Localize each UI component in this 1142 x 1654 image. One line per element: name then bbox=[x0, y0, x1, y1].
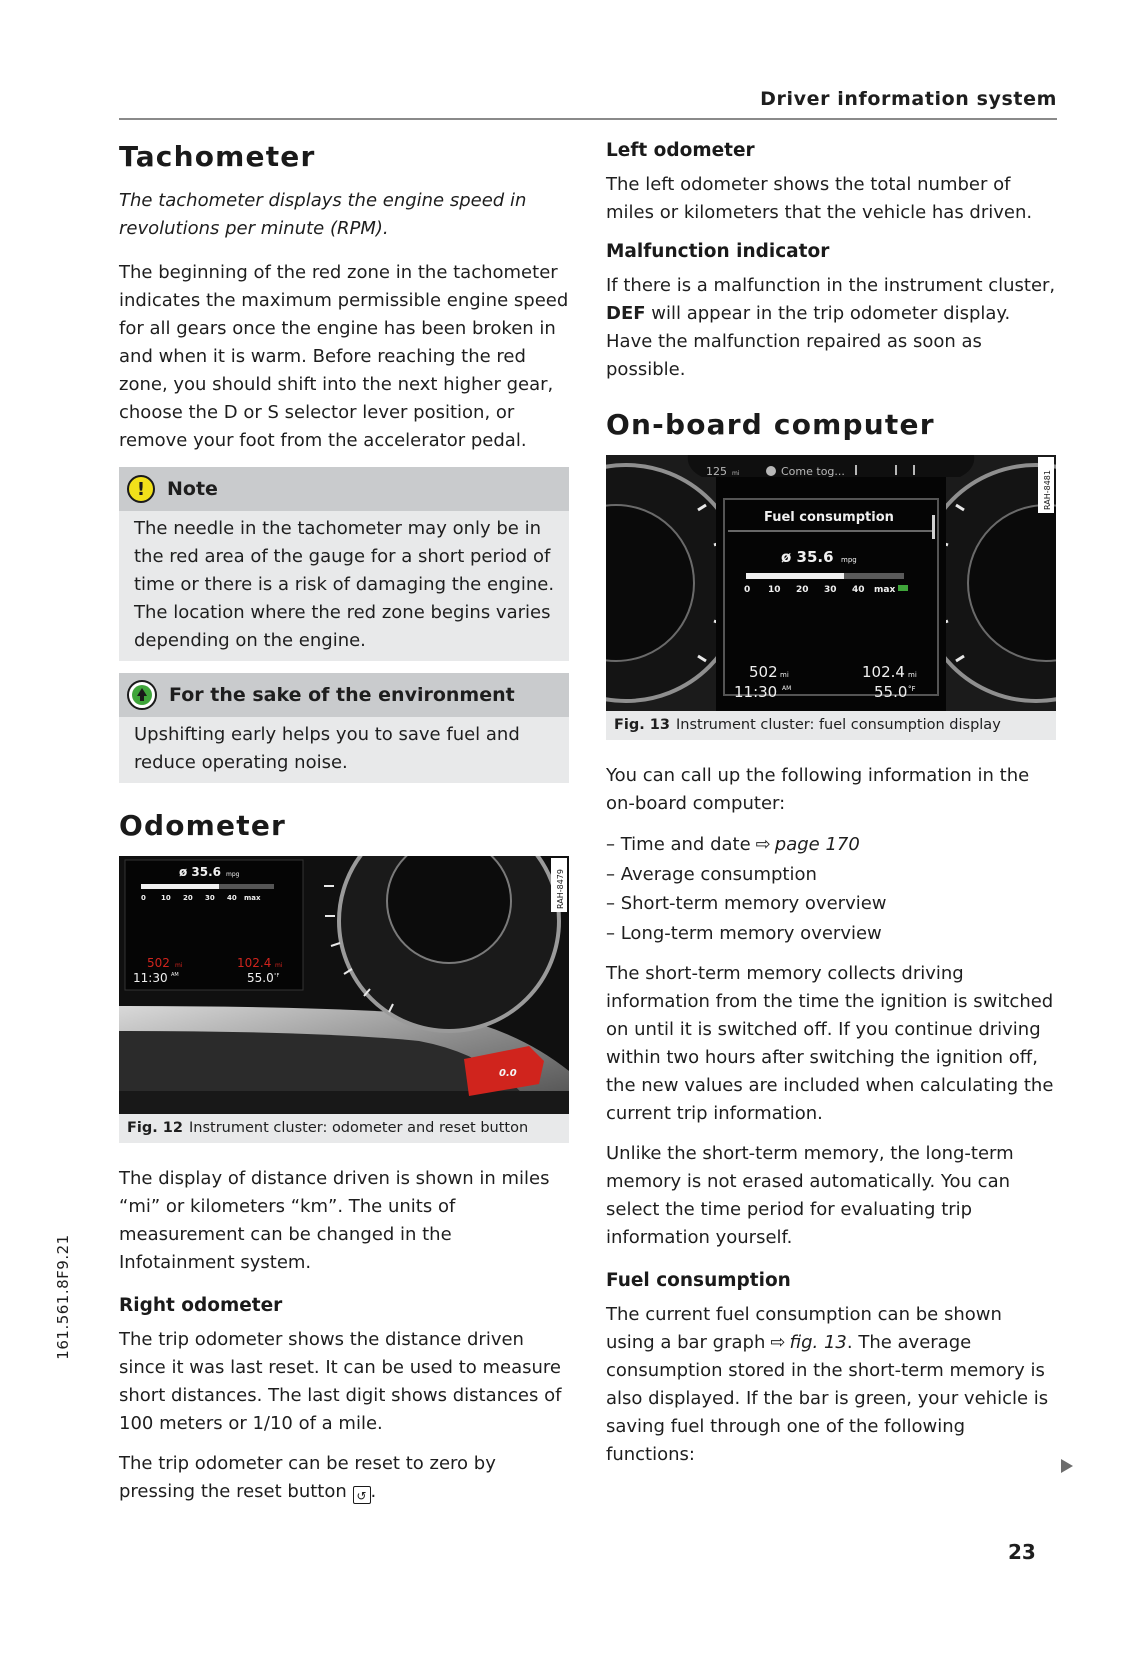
fuel-text-end: . The average consumption stored in the short-term memory is also displayed. If the bar is green, your vehicle is saving fuel through one of the following functions: bbox=[606, 1332, 1049, 1465]
fig12-scale-max: max bbox=[244, 894, 261, 902]
fig13-left-odo: 502 bbox=[749, 663, 778, 681]
reset-button-icon: ↺ bbox=[353, 1486, 371, 1504]
odometer-body: The display of distance driven is shown in miles “mi” or kilometers “km”. The units of measurement can be changed in the Infotainment system. bbox=[119, 1168, 550, 1273]
fig13-scale-20: 20 bbox=[796, 585, 809, 595]
figure-13-label: Fig. 13 bbox=[614, 717, 670, 733]
fig13-top-speed-unit: mi bbox=[732, 470, 740, 477]
note-text: The needle in the tachometer may only be in the red area of the gauge for a short period of time or there is a risk of damaging the engine. The location where the red zone begins varies depending on the engine. bbox=[134, 518, 555, 651]
right-column bbox=[606, 140, 1056, 1481]
right-odometer-text: The trip odometer shows the distance driven since it was last reset. It can be used to measure short distances. The last digit shows distances of 100 meters or 1/10 of a mile. bbox=[119, 1329, 562, 1434]
malfunction-text-start: If there is a malfunction in the instrument cluster, bbox=[606, 275, 1056, 296]
fig13-media: Come tog... bbox=[781, 465, 845, 478]
page-number: 23 bbox=[1008, 1540, 1036, 1564]
fig13-avg-unit: mpg bbox=[841, 556, 857, 564]
fig13-time: 11:30 bbox=[734, 683, 778, 701]
fig13-scale-30: 30 bbox=[824, 585, 837, 595]
left-odometer-heading: Left odometer bbox=[606, 140, 755, 161]
onboard-list bbox=[606, 830, 1056, 948]
fig13-time-suffix: AM bbox=[782, 685, 792, 692]
fig13-top-speed: 125 bbox=[706, 465, 727, 478]
fig13-scale-40: 40 bbox=[852, 585, 865, 595]
onboard-heading: On-board computer bbox=[606, 408, 935, 441]
reset-text-end: . bbox=[370, 1481, 377, 1502]
fig12-avg: ø 35.6 bbox=[179, 865, 222, 879]
long-term-memory-text: Unlike the short-term memory, the long-term memory is not erased automatically. You can select the time period for evaluating trip information yourself. bbox=[606, 1143, 1014, 1248]
malfunction-heading: Malfunction indicator bbox=[606, 241, 830, 262]
warning-icon: ! bbox=[127, 475, 155, 503]
fig12-time-suffix: AM bbox=[171, 972, 179, 978]
continue-arrow-icon bbox=[1061, 1459, 1073, 1473]
fig13-temp: 55.0 bbox=[874, 683, 908, 701]
fig13-title: Fuel consumption bbox=[764, 510, 894, 525]
fig13-avg: ø 35.6 bbox=[781, 548, 834, 566]
figure-13 bbox=[606, 455, 1056, 740]
odometer-cluster-illustration bbox=[119, 856, 569, 1114]
short-term-memory-text: The short-term memory collects driving information from the time the ignition is switched on until it is switched off. If you continue driving within two hours after switching the ignition off, the new values are included when calculating the current trip information. bbox=[606, 963, 1054, 1124]
fig-13-link[interactable]: fig. 13 bbox=[789, 1332, 847, 1353]
note-box bbox=[119, 467, 569, 661]
malfunction-code: DEF bbox=[606, 303, 646, 324]
fig13-trip-unit: mi bbox=[908, 671, 917, 679]
figure-12-caption bbox=[119, 1114, 569, 1143]
fig12-left-unit: mi bbox=[175, 962, 183, 969]
running-header-title: Driver information system bbox=[760, 88, 1057, 110]
fig13-code: RAH-8481 bbox=[1043, 470, 1052, 510]
arrow-right-icon: ⇨ bbox=[755, 834, 771, 855]
list-item: – Long-term memory overview bbox=[606, 922, 882, 944]
figure-12-caption-text: Instrument cluster: odometer and reset button bbox=[189, 1120, 529, 1136]
malfunction-text bbox=[606, 272, 1056, 384]
reset-text-main: The trip odometer can be reset to zero by pressing the reset button bbox=[119, 1453, 496, 1502]
figure-12 bbox=[119, 856, 569, 1143]
fig13-left-unit: mi bbox=[780, 671, 789, 679]
list-item: – Short-term memory overview bbox=[606, 893, 887, 914]
tachometer-intro: The tachometer displays the engine speed in revolutions per minute (RPM). bbox=[119, 190, 527, 239]
fig12-scale-0: 0 bbox=[141, 894, 146, 902]
tachometer-heading: Tachometer bbox=[119, 140, 316, 173]
left-odometer-text: The left odometer shows the total number of miles or kilometers that the vehicle has driven. bbox=[606, 174, 1033, 223]
right-odometer-reset-text bbox=[119, 1450, 569, 1506]
fig12-scale-30: 30 bbox=[205, 894, 215, 902]
malfunction-text-end: will appear in the trip odometer display. Have the malfunction repaired as soon as possible. bbox=[606, 303, 1011, 380]
fig12-avg-unit: mpg bbox=[226, 871, 240, 878]
figure-13-caption-text: Instrument cluster: fuel consumption display bbox=[676, 717, 1001, 733]
environment-text: Upshifting early helps you to save fuel and reduce operating noise. bbox=[134, 724, 520, 773]
figure-12-label: Fig. 12 bbox=[127, 1120, 183, 1136]
environment-title: For the sake of the environment bbox=[169, 684, 515, 706]
arrow-right-icon: ⇨ bbox=[770, 1332, 786, 1353]
note-box-header bbox=[119, 467, 569, 511]
figure-13-caption bbox=[606, 711, 1056, 740]
fig12-left-odo: 502 bbox=[147, 956, 170, 970]
document-number: 161.561.8F9.21 bbox=[54, 1234, 72, 1360]
note-title: Note bbox=[167, 478, 218, 500]
fig12-scale-40: 40 bbox=[227, 894, 237, 902]
fig13-scale-10: 10 bbox=[768, 585, 781, 595]
fig12-code: RAH-8479 bbox=[556, 869, 565, 909]
running-header bbox=[119, 88, 1057, 120]
fig13-trip-odo: 102.4 bbox=[862, 663, 905, 681]
fuel-consumption-text bbox=[606, 1301, 1056, 1469]
fig12-scale-20: 20 bbox=[183, 894, 193, 902]
environment-box-header bbox=[119, 673, 569, 717]
tachometer-body: The beginning of the red zone in the tachometer indicates the maximum permissible engine speed for all gears once the engine has been broken in and when it is warm. Before reaching the red zone, you should shift into the next higher gear, choose the D or S selector lever position, or remove your foot from the accelerator pedal. bbox=[119, 262, 569, 451]
fuel-consumption-heading: Fuel consumption bbox=[606, 1270, 791, 1291]
fig12-time: 11:30 bbox=[133, 971, 168, 985]
fig12-temp: 55.0 bbox=[247, 971, 274, 985]
list-item: – Average consumption bbox=[606, 863, 817, 885]
fig12-reset-label: 0.0 bbox=[499, 1068, 517, 1079]
fig13-temp-unit: °F bbox=[908, 685, 916, 693]
left-column bbox=[119, 140, 569, 1518]
odometer-heading: Odometer bbox=[119, 809, 287, 842]
environment-box bbox=[119, 673, 569, 783]
fig12-temp-unit: °F bbox=[274, 973, 280, 979]
page-170-link[interactable]: page 170 bbox=[774, 834, 860, 855]
fig12-trip-odo: 102.4 bbox=[237, 956, 272, 970]
fig13-scale-0: 0 bbox=[744, 585, 751, 595]
fuel-consumption-cluster-illustration bbox=[606, 455, 1056, 711]
list-item-time-date: – Time and date bbox=[606, 834, 751, 855]
list-item bbox=[606, 830, 1056, 860]
right-odometer-heading: Right odometer bbox=[119, 1295, 283, 1316]
fig12-scale-10: 10 bbox=[161, 894, 171, 902]
onboard-intro: You can call up the following information in the on-board computer: bbox=[606, 765, 1030, 814]
fig13-scale-max: max bbox=[874, 585, 896, 595]
tree-icon bbox=[127, 680, 157, 710]
fig12-trip-unit: mi bbox=[275, 962, 283, 969]
fuel-text-start: The current fuel consumption can be shown using a bar graph bbox=[606, 1304, 1002, 1353]
